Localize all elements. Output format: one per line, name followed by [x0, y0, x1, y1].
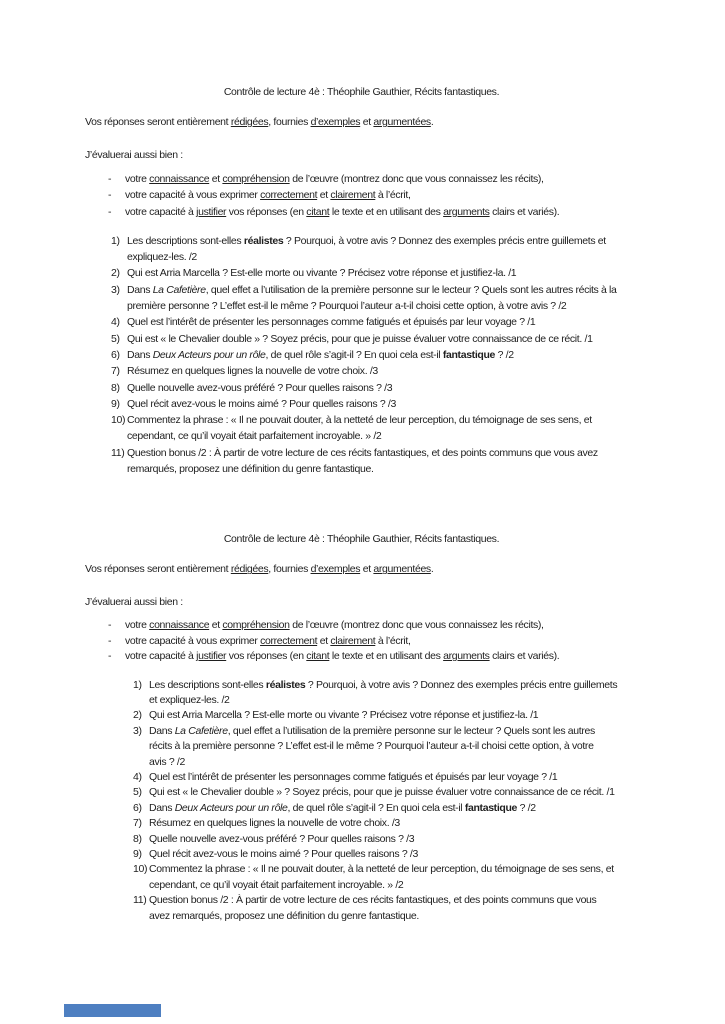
question-number: 7) [133, 817, 142, 830]
question-number: 5) [111, 332, 120, 345]
text-run: Dans [149, 801, 175, 814]
question-line [149, 893, 638, 908]
text-run: Vos réponses seront entièrement [85, 116, 231, 128]
text-run: votre capacité à [125, 650, 197, 663]
question-line [149, 801, 638, 816]
document-title: Contrôle de lecture 4è : Théophile Gauthier, Récits fantastiques. [223, 533, 500, 546]
bullet-text [125, 649, 559, 664]
question-number: 9) [133, 848, 142, 861]
text-run: et [360, 116, 374, 128]
text-run: réalistes [243, 234, 284, 247]
text-run: Qui est « le Chevalier double » ? Soyez précis, pour que je puisse évaluer votre connaissance de ce récit. /1 [149, 786, 615, 799]
text-run: argumentées [373, 563, 431, 576]
text-run: votre capacité à vous exprimer [125, 189, 261, 202]
text-run: clairs et variés). [489, 650, 560, 663]
question-number: 7) [111, 365, 120, 378]
text-run: Quel est l’intérêt de présenter les personnages comme fatigués et épuisés par leur voyage ? /1 [127, 316, 536, 329]
text-run: votre [125, 173, 150, 185]
text-run: ? /2 [495, 348, 514, 361]
bullet-text [125, 634, 411, 649]
text-run: . [430, 563, 434, 576]
bullet-item [85, 634, 638, 649]
text-run: , fournies [268, 563, 311, 576]
question-number: 10) [133, 863, 148, 876]
text-run: Deux Acteurs pour un rôle [152, 348, 266, 361]
criteria-bullet-list [85, 618, 638, 664]
question-number: 2) [111, 267, 120, 280]
text-run: avez remarqués, proposez une définition du genre fantastique. [149, 909, 419, 922]
text-run: , fournies [268, 116, 311, 128]
text-run: La Cafetière [152, 283, 206, 296]
question-line [149, 832, 638, 847]
question-number: 1) [111, 234, 120, 247]
question-line [149, 755, 638, 770]
text-run: connaissance [149, 173, 210, 185]
text-run: ? /2 [517, 801, 536, 814]
question-number: 4) [133, 771, 142, 783]
question-item [111, 363, 638, 379]
question-item [133, 893, 638, 924]
question-item [133, 832, 638, 847]
text-run: à l’écrit, [375, 634, 411, 647]
bullet-dash-marker: - [108, 173, 112, 185]
question-number: 1) [133, 678, 142, 691]
text-run: justifier [196, 205, 227, 218]
text-run: Commentez la phrase : « Il ne pouvait douter, à la netteté de leur perception, du témoignage de ses sens, et [127, 414, 592, 427]
bullet-item [85, 204, 638, 220]
question-item [111, 445, 638, 478]
text-run: , de quel rôle s’agit-il ? En quoi cela est-il [265, 348, 443, 361]
text-run: et expliquez-les. /2 [149, 693, 230, 706]
bullet-text [125, 171, 544, 187]
text-run: ? Pourquoi, à votre avis ? Donnez des exemples précis entre guillemets et [283, 234, 606, 247]
question-number: 3) [111, 283, 120, 296]
bullet-text [125, 618, 544, 633]
exam-sheet-copy-2 [85, 531, 638, 924]
question-line [127, 363, 638, 379]
text-run: , quel effet a l’utilisation de la première personne sur le lecteur ? Quels sont les autres [227, 724, 595, 737]
question-line [127, 347, 638, 363]
question-item [111, 314, 638, 330]
question-number: 8) [111, 381, 120, 394]
text-run: La Cafetière [174, 724, 228, 737]
text-run: vos réponses (en [226, 650, 307, 663]
exam-sheet-copy-1 [85, 84, 638, 477]
text-run: arguments [443, 205, 490, 218]
blue-highlight-bar [64, 1004, 161, 1017]
question-item [133, 724, 638, 770]
question-number: 6) [133, 801, 142, 814]
text-run: récits à la première personne ? L’effet est-il le même ? Pourquoi l’auteur a-t-il choisi cette option, à votre [149, 740, 594, 753]
text-run: votre capacité à vous exprimer [125, 634, 261, 647]
question-line [127, 396, 638, 412]
question-item [133, 847, 638, 862]
question-line [149, 678, 638, 693]
text-run: , quel effet a l’utilisation de la première personne sur le lecteur ? Quels sont les autres récits à la [205, 283, 617, 296]
text-run: d’exemples [310, 563, 361, 576]
bullet-dash-marker: - [108, 619, 112, 632]
text-run: Quel récit avez-vous le moins aimé ? Pour quelles raisons ? /3 [127, 397, 396, 410]
text-run: Dans [127, 348, 153, 361]
text-run: citant [306, 650, 330, 663]
text-run: Deux Acteurs pour un rôle [174, 801, 288, 814]
question-line [149, 724, 638, 739]
question-number: 3) [133, 724, 142, 737]
question-item [111, 265, 638, 281]
question-item [133, 678, 638, 709]
question-line [127, 233, 638, 249]
text-run: Question bonus /2 : À partir de votre lecture de ces récits fantastiques, et des points communs que vous avez [127, 446, 598, 459]
text-run: correctement [260, 189, 318, 202]
question-number: 8) [133, 832, 142, 845]
question-line [149, 909, 638, 924]
text-run: citant [306, 205, 330, 218]
text-run: première personne ? L’effet est-il le même ? Pourquoi l’auteur a-t-il choisi cette option, à votre avis ? /2 [127, 300, 567, 313]
question-line [127, 282, 638, 298]
text-run: vos réponses (en [226, 205, 307, 218]
text-run: clairement [330, 189, 376, 202]
text-run: Résumez en quelques lignes la nouvelle de votre choix. /3 [127, 365, 378, 378]
text-run: expliquez-les. /2 [127, 251, 197, 264]
text-run: justifier [196, 650, 227, 663]
text-run: Les descriptions sont-elles [127, 234, 244, 247]
bullet-item [85, 618, 638, 633]
bullet-dash-marker: - [108, 634, 112, 647]
question-line [127, 314, 638, 330]
text-run: correctement [260, 634, 318, 647]
text-run: Qui est Arria Marcella ? Est-elle morte ou vivante ? Précisez votre réponse et justifiez-la. /1 [149, 709, 539, 722]
bullet-text [125, 204, 559, 220]
question-number: 4) [111, 316, 120, 329]
text-run: avis ? /2 [149, 755, 185, 768]
text-run: rédigées [230, 563, 269, 576]
document-title: Contrôle de lecture 4è : Théophile Gauthier, Récits fantastiques. [223, 86, 500, 98]
question-line [149, 847, 638, 862]
bullet-item [85, 649, 638, 664]
text-run: Vos réponses seront entièrement [85, 563, 231, 576]
question-list [85, 233, 638, 477]
question-item [133, 801, 638, 816]
text-run: Dans [149, 724, 175, 737]
text-run: Dans [127, 283, 153, 296]
text-run: Quel récit avez-vous le moins aimé ? Pour quelles raisons ? /3 [149, 848, 418, 861]
question-item [133, 708, 638, 723]
text-run: et [209, 619, 223, 632]
question-line [149, 816, 638, 831]
text-run: Question bonus /2 : À partir de votre lecture de ces récits fantastiques, et des points communs que vous [149, 894, 597, 907]
text-run: votre capacité à [125, 205, 197, 218]
question-item [111, 380, 638, 396]
question-line [127, 298, 638, 314]
text-run: et [317, 634, 331, 647]
question-line [127, 249, 638, 265]
text-run: et [209, 173, 223, 185]
text-run: de l’œuvre (montrez donc que vous connaissez les récits), [289, 173, 544, 185]
question-list [85, 678, 638, 925]
question-item [111, 282, 638, 315]
text-run: compréhension [222, 619, 290, 632]
text-run: Quelle nouvelle avez-vous préféré ? Pour quelles raisons ? /3 [127, 381, 393, 394]
question-item [111, 331, 638, 347]
question-number: 11) [133, 894, 147, 907]
text-run: et [360, 563, 374, 576]
criteria-bullet-list [85, 171, 638, 220]
question-item [133, 816, 638, 831]
text-run: le texte et en utilisant des [329, 205, 444, 218]
bullet-dash-marker: - [108, 189, 112, 202]
text-run: réalistes [265, 678, 306, 691]
text-run: rédigées [230, 116, 269, 128]
question-number: 11) [111, 446, 125, 459]
question-line [127, 412, 638, 428]
question-item [133, 785, 638, 800]
text-run: cependant, ce qu’il voyait était parfaitement incroyable. » /2 [127, 430, 382, 443]
text-run: Quelle nouvelle avez-vous préféré ? Pour quelles raisons ? /3 [149, 832, 415, 845]
text-run: à l’écrit, [375, 189, 411, 202]
question-line [127, 461, 638, 477]
question-line [127, 265, 638, 281]
question-item [111, 347, 638, 363]
question-number: 2) [133, 709, 142, 722]
question-number: 6) [111, 348, 120, 361]
text-run: fantastique [442, 348, 496, 361]
text-run: clairement [330, 634, 376, 647]
question-line [127, 428, 638, 444]
text-run: Commentez la phrase : « Il ne pouvait douter, à la netteté de leur perception, du témoignage de ses sens, et [149, 863, 614, 876]
text-run: , de quel rôle s’agit-il ? En quoi cela est-il [287, 801, 465, 814]
text-run: Les descriptions sont-elles [149, 678, 266, 691]
question-line [149, 693, 638, 708]
question-line [127, 331, 638, 347]
text-run: remarqués, proposez une définition du genre fantastique. [127, 463, 374, 476]
text-run: votre [125, 619, 150, 632]
text-run: connaissance [149, 619, 210, 632]
question-line [127, 380, 638, 396]
evaluation-heading: J’évaluerai aussi bien : [85, 149, 183, 161]
text-run: Qui est « le Chevalier double » ? Soyez précis, pour que je puisse évaluer votre connaissance de ce récit. /1 [127, 332, 593, 345]
text-run: Quel est l’intérêt de présenter les personnages comme fatigués et épuisés par leur voyage ? /1 [149, 771, 558, 783]
text-run: d’exemples [310, 116, 361, 128]
question-number: 10) [111, 414, 126, 427]
question-item [111, 396, 638, 412]
bullet-text [125, 187, 411, 203]
question-item [111, 233, 638, 266]
question-item [133, 862, 638, 893]
question-line [127, 445, 638, 461]
question-line [149, 708, 638, 723]
question-line [149, 862, 638, 877]
text-run: argumentées [373, 116, 431, 128]
text-run: cependant, ce qu’il voyait était parfaitement incroyable. » /2 [149, 878, 404, 891]
question-line [149, 739, 638, 754]
text-run: le texte et en utilisant des [329, 650, 444, 663]
question-item [133, 770, 638, 785]
question-line [149, 770, 638, 785]
text-run: clairs et variés). [489, 205, 560, 218]
text-run: Résumez en quelques lignes la nouvelle de votre choix. /3 [149, 817, 400, 830]
intro-paragraph [85, 561, 638, 577]
question-line [149, 878, 638, 893]
question-line [149, 785, 638, 800]
bullet-dash-marker: - [108, 205, 112, 218]
question-number: 5) [133, 786, 142, 799]
question-number: 9) [111, 397, 120, 410]
bullet-dash-marker: - [108, 650, 112, 663]
text-run: arguments [443, 650, 490, 663]
text-run: . [430, 116, 434, 128]
text-run: et [317, 189, 331, 202]
question-item [111, 412, 638, 445]
text-run: fantastique [464, 801, 518, 814]
text-run: Qui est Arria Marcella ? Est-elle morte ou vivante ? Précisez votre réponse et justifiez-la. /1 [127, 267, 517, 280]
bullet-item [85, 171, 638, 187]
text-run: ? Pourquoi, à votre avis ? Donnez des exemples précis entre guillemets [305, 678, 618, 691]
evaluation-heading: J’évaluerai aussi bien : [85, 596, 183, 609]
intro-paragraph [85, 114, 638, 130]
bullet-item [85, 187, 638, 203]
text-run: compréhension [222, 173, 290, 185]
text-run: de l’œuvre (montrez donc que vous connaissez les récits), [289, 619, 544, 632]
